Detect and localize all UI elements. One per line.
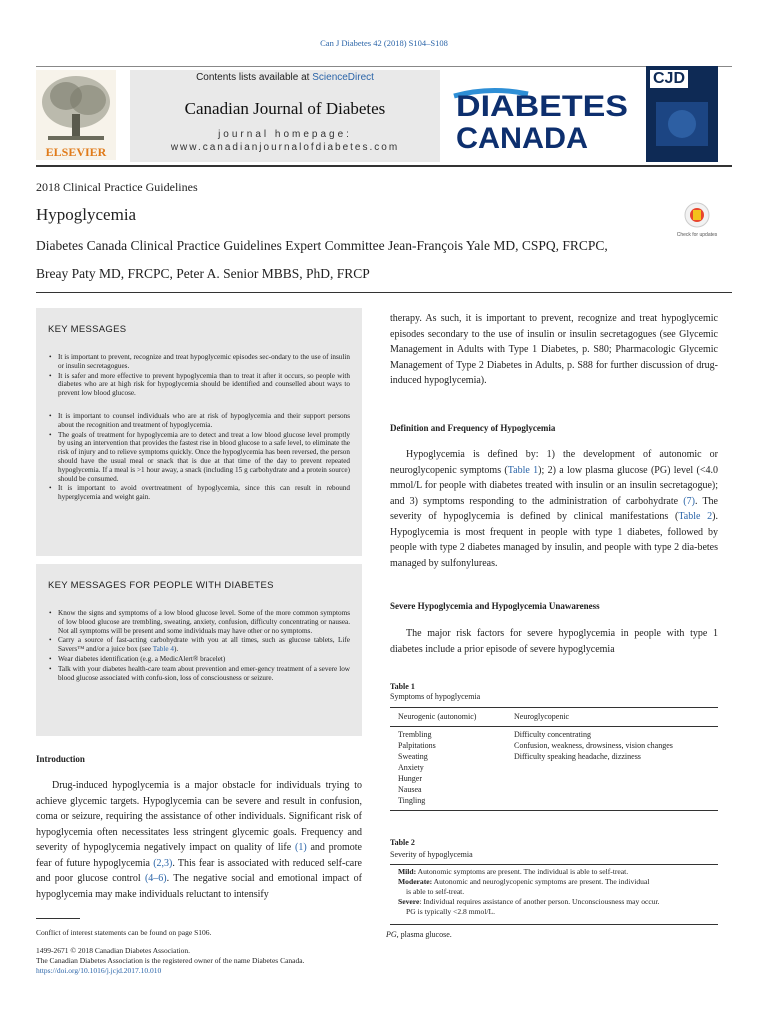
table-rule xyxy=(390,924,718,925)
table-2-note xyxy=(386,930,452,939)
table-2-row-moderate xyxy=(398,877,714,887)
severe-text: : Individual requires assistance of another person. Unconsciousness may occur. xyxy=(419,897,660,906)
table-2-caption: Severity of hypoglycemia xyxy=(390,850,473,859)
note-text: plasma glucose. xyxy=(398,930,452,939)
intro-text: and promote fear of future hypoglycemia xyxy=(36,842,362,869)
key-message-item: • It is important to avoid overtreatment of hypoglycemia, since this can result in rebound hyperglycemia and weight gain. xyxy=(58,484,350,502)
table-cell: Hunger xyxy=(398,774,422,783)
severe-hypoglycemia-heading: Severe Hypoglycemia and Hypoglycemia Unawareness xyxy=(390,601,600,611)
contents-prefix: Contents lists available at xyxy=(196,72,313,83)
elsevier-tree-icon xyxy=(36,70,116,160)
table-cell: Difficulty speaking headache, dizziness xyxy=(514,752,641,761)
table-2-body xyxy=(398,867,714,917)
people-message-text: ). xyxy=(173,645,179,654)
reference-link[interactable]: (4–6) xyxy=(144,873,167,884)
key-message-item: • It is safer and more effective to prevent hypoglycemia than to treat it after it occurs, so people with diabetes who are at high risk for hypoglycemia should be identified and counselled about ways to prevent low blood glucose. xyxy=(58,372,350,398)
copyright-line: 1499-2671 © 2018 Canadian Diabetes Association. xyxy=(36,946,191,955)
definition-paragraph xyxy=(390,447,718,571)
table-rule xyxy=(390,726,718,727)
table-1-neuroglycopenic-column xyxy=(514,729,673,762)
svg-text:CANADA: CANADA xyxy=(456,122,588,152)
check-updates-icon xyxy=(684,202,710,228)
def-text: . The severity of hypoglycemia is defined by clinical manifestations ( xyxy=(390,495,718,522)
check-updates-label: Check for updates xyxy=(676,232,718,238)
def-text: ); 2) a low plasma glucose (PG) level (<4.0 mmol/L for people with diabetes treated with insulin or an insulin secretagogue); and 3) symptoms responding to the administration of carbohydrate xyxy=(390,464,718,507)
homepage-url[interactable]: www.canadianjournalofdiabetes.com xyxy=(170,142,400,153)
table-cell: Tingling xyxy=(398,796,426,805)
reference-link[interactable]: (1) xyxy=(294,842,307,853)
table-cell: Sweating xyxy=(398,752,428,761)
moderate-text: Autonomic and neuroglycopenic symptoms are present. The individual xyxy=(432,877,650,886)
authors-line-2: Breay Paty MD, FRCPC, Peter A. Senior MBBS, PhD, FRCP xyxy=(36,266,370,281)
introduction-heading: Introduction xyxy=(36,754,85,764)
table-1-header-neuroglycopenic: Neuroglycopenic xyxy=(514,712,570,721)
intro-text: . The negative social and emotional impact of hypoglycemia may make individuals reluctant to intensify xyxy=(36,873,362,900)
table-cell: Palpitations xyxy=(398,741,436,750)
definition-heading: Definition and Frequency of Hypoglycemia xyxy=(390,423,556,433)
homepage-label: journal homepage: xyxy=(218,129,352,140)
table-4-link[interactable]: Table 4 xyxy=(152,645,174,654)
key-messages-box xyxy=(36,308,362,556)
journal-name: Canadian Journal of Diabetes xyxy=(184,99,386,118)
cover-title: CJD xyxy=(650,70,688,88)
key-messages-people-list xyxy=(36,609,362,682)
reference-link[interactable]: (7) xyxy=(683,495,695,507)
moderate-label: Moderate: xyxy=(398,877,433,886)
table-1-link[interactable]: Table 1 xyxy=(507,464,539,476)
severe-label: Severe xyxy=(398,897,420,906)
table-1-caption: Symptoms of hypoglycemia xyxy=(390,692,481,701)
journal-cover-thumbnail[interactable] xyxy=(646,66,718,162)
title-rule xyxy=(36,292,732,293)
people-message-item: • Wear diabetes identification (e.g. a MedicAlert® bracelet) xyxy=(58,655,350,664)
svg-text:ELSEVIER: ELSEVIER xyxy=(45,145,107,159)
introduction-paragraph xyxy=(36,778,362,902)
intro-text: Drug-induced hypoglycemia is a major obstacle for individuals trying to achieve glycemic targets. Hypoglycemia can be severe and result in confusion, coma or seizure, requiring the assistance of other individuals. Significant risk of hypoglycemia often necessitates less stringent glycemic goals. Frequency and severity of hypoglycemia negatively impact on quality of life xyxy=(36,780,362,853)
def-text: Hypoglycemia is defined by: 1) the development of autonomic or neuroglycopenic symptoms ( xyxy=(390,449,718,476)
key-message-item: • The goals of treatment for hypoglycemia are to detect and treat a low blood glucose level promptly by using an intervention that provides the fastest rise in blood glucose to a safe level, to eliminate the risk of injury and to relieve symptoms quickly. Once the hypoglycemia has been reversed, the person should have the usual meal or snack that is due at that time of the day to prevent repeated hypoglycemia. If a meal is >1 hour away, a snack (including 15 g carbohydrate and a protein source) should be consumed. xyxy=(58,431,350,484)
table-2-row-severe xyxy=(398,897,714,907)
copyright-line: The Canadian Diabetes Association is the registered owner of the name Diabetes Canada. xyxy=(36,956,305,965)
table-1-header-neurogenic: Neurogenic (autonomic) xyxy=(398,712,477,721)
authors-line-1: Diabetes Canada Clinical Practice Guidelines Expert Committee Jean-François Yale MD, CSPQ, FRCPC, xyxy=(36,238,608,253)
table-cell: Anxiety xyxy=(398,763,424,772)
table-cell: Difficulty concentrating xyxy=(514,730,591,739)
sciencedirect-link[interactable]: ScienceDirect xyxy=(312,72,374,83)
note-abbreviation: PG, xyxy=(386,930,399,939)
moderate-text-continued: is able to self-treat. xyxy=(406,887,465,896)
reference-link[interactable]: (2,3) xyxy=(153,857,173,869)
table-cell: Confusion, weakness, drowsiness, vision changes xyxy=(514,741,673,750)
people-message-item: • Talk with your diabetes health-care team about prevention and emer-gency treatment of a severe low blood glucose associated with confu-sion, loss of consciousness or seizure. xyxy=(58,665,350,683)
mild-text: Autonomic symptoms are present. The individual is able to self-treat. xyxy=(416,867,629,876)
table-cell: Trembling xyxy=(398,730,432,739)
cover-art-icon xyxy=(646,66,718,162)
intro-text: . This fear is associated with reduced self-care and poor glucose control xyxy=(36,857,362,884)
mild-label: Mild: xyxy=(398,867,417,876)
table-1-label: Table 1 xyxy=(390,682,415,691)
people-message-item xyxy=(58,636,350,654)
table-rule xyxy=(390,864,718,865)
journal-citation[interactable]: Can J Diabetes 42 (2018) S104–S108 xyxy=(320,38,448,48)
table-rule xyxy=(390,810,718,811)
check-for-updates-badge[interactable] xyxy=(676,202,718,240)
header-top-rule xyxy=(36,66,732,67)
table-2-row-mild xyxy=(398,867,714,877)
table-rule xyxy=(390,707,718,708)
key-messages-people-box xyxy=(36,564,362,736)
author-list xyxy=(36,232,676,288)
article-title: Hypoglycemia xyxy=(36,205,137,224)
severe-hypoglycemia-paragraph: The major risk factors for severe hypoglycemia in people with type 1 diabetes include a prior episode of severe hypoglycemia xyxy=(390,628,718,655)
contents-line xyxy=(130,72,440,83)
footnote-rule xyxy=(36,918,80,919)
copyright-block xyxy=(36,946,304,976)
continuation-paragraph: therapy. As such, it is important to prevent, recognize and treat hypoglycemic episodes secondary to the use of insulin or insulin secretagogues (see Glycemic Management in Adults with Type 1 Diabetes, p. S80; Pharmacologic Glycemic Management of Type 2 Diabetes in Adults, p. S88 for further discussion of drug-induced hypoglycemia). xyxy=(390,313,718,386)
key-messages-people-title: KEY MESSAGES FOR PEOPLE WITH DIABETES xyxy=(48,580,274,591)
journal-header-box xyxy=(130,70,440,162)
key-message-item: • It is important to counsel individuals who are at risk of hypoglycemia and their support persons about the recognition and treatment of hypoglycemia. xyxy=(58,412,350,430)
severe-text-continued: PG is typically <2.8 mmol/L. xyxy=(406,907,496,916)
header-bottom-rule xyxy=(36,165,732,167)
table-2-link[interactable]: Table 2 xyxy=(678,511,713,522)
table-1-neurogenic-column xyxy=(398,729,436,806)
doi-link[interactable]: https://doi.org/10.1016/j.jcjd.2017.10.010 xyxy=(36,966,162,975)
elsevier-logo xyxy=(36,70,116,160)
key-messages-title: KEY MESSAGES xyxy=(48,324,127,335)
conflict-footnote: Conflict of interest statements can be found on page S106. xyxy=(36,928,212,937)
def-text: ). Hypoglycemia is most frequent in people with type 1 diabetes, followed by people with type 2 diabetes managed by insulin, and people with type 2 dia-betes managed by sulfonylureas. xyxy=(390,511,718,569)
svg-text:DIABETES: DIABETES xyxy=(456,90,628,123)
people-message-item: • Know the signs and symptoms of a low blood glucose level. Some of the more common symptoms of low blood glucose are trembling, sweating, anxiety, confusion, difficulty concentrating or nausea. Not all symptoms will be present and some individuals may have other or no symptoms. xyxy=(58,609,350,635)
key-message-item: • It is important to prevent, recognize and treat hypoglycemic episodes sec-ondary to the use of insulin or insulin secretagogues. xyxy=(58,353,350,371)
people-message-text: Carry a source of fast-acting carbohydrate with you at all times, such as glucose tablets, Life Savers™ and/or a juice box (see xyxy=(58,636,350,654)
table-cell: Nausea xyxy=(398,785,422,794)
table-2-label: Table 2 xyxy=(390,838,415,847)
key-messages-list xyxy=(36,353,362,502)
section-label: 2018 Clinical Practice Guidelines xyxy=(36,180,198,194)
diabetes-canada-logo xyxy=(450,84,636,152)
